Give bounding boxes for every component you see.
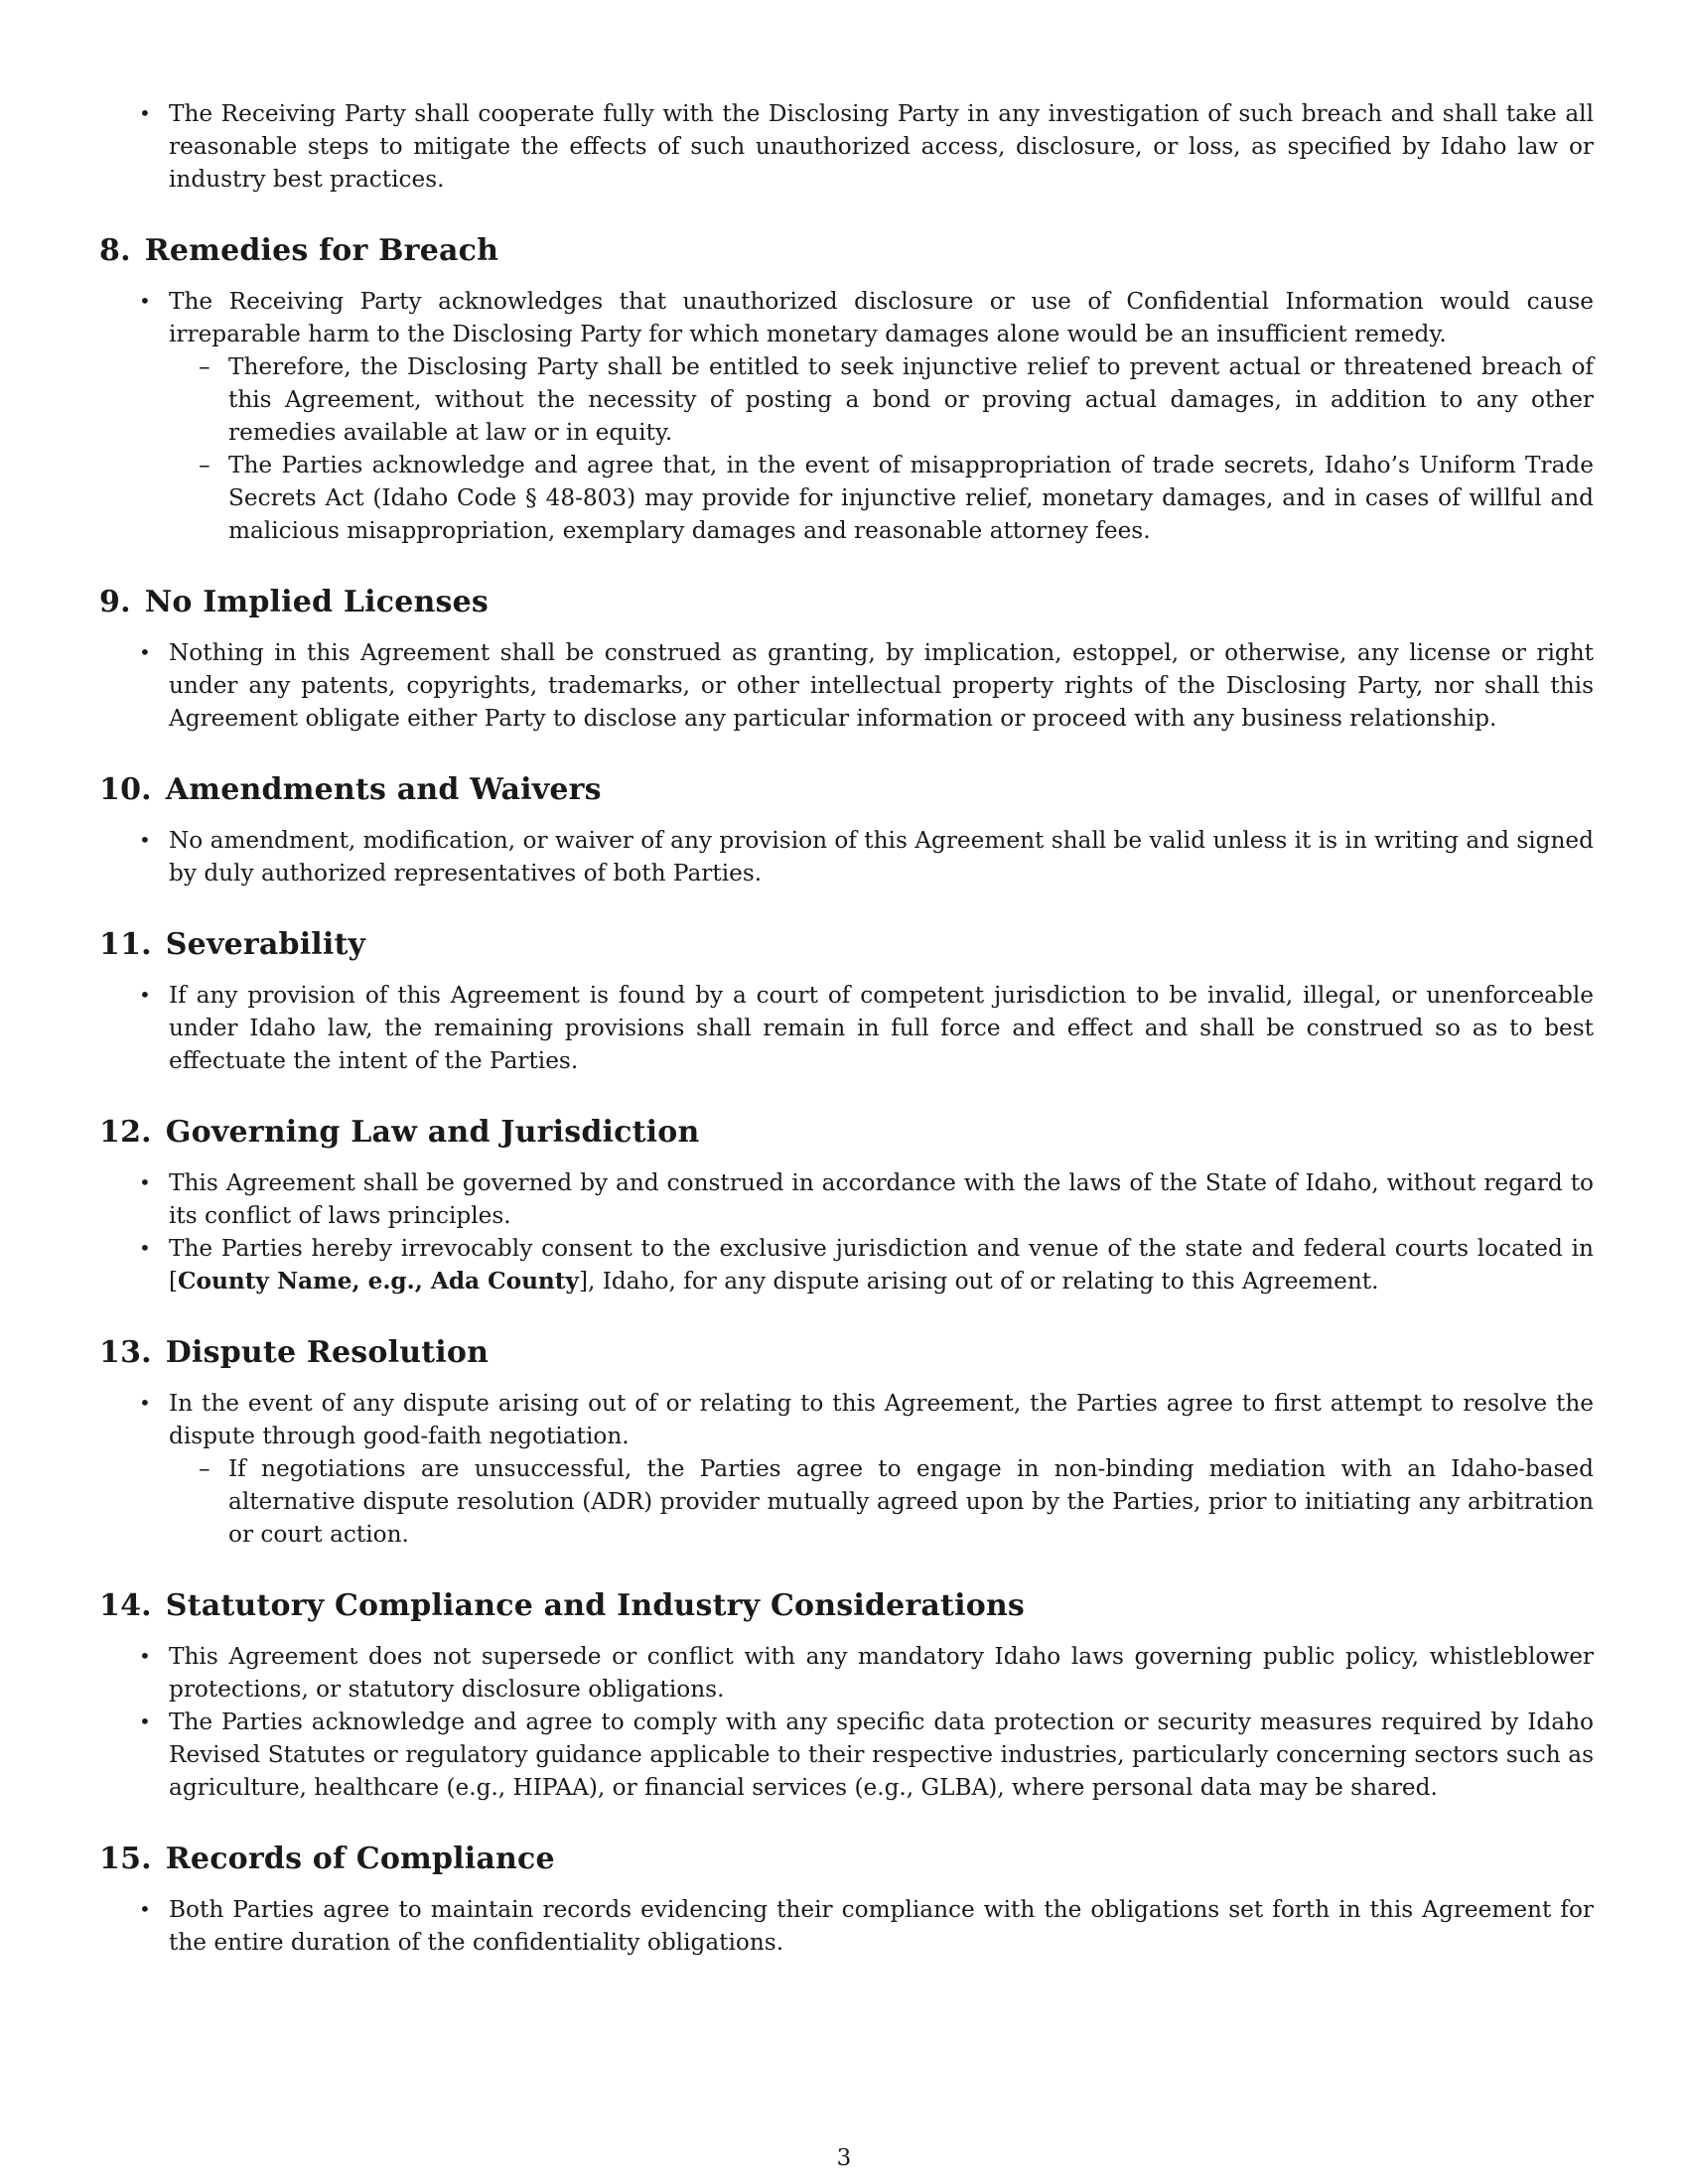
- section-number: 15.: [99, 1842, 152, 1876]
- section-list: [99, 824, 1594, 889]
- bullet-icon: •: [139, 1709, 151, 1733]
- dash-icon: –: [199, 1455, 211, 1482]
- list-item-text: The Receiving Party acknowledges that unauthorized disclosure or use of Confidential Information would cause irreparable harm to the Disclosing Party for which monetary damages alone would be an insufficient remedy.: [169, 288, 1594, 347]
- bullet-icon: •: [139, 1644, 151, 1668]
- section-number: 12.: [99, 1115, 152, 1150]
- bullet-icon: •: [139, 1391, 151, 1415]
- section-list: [99, 1166, 1594, 1297]
- section-title: Governing Law and Jurisdiction: [165, 1115, 700, 1150]
- section-no-implied-licenses: [99, 585, 1594, 735]
- county-placeholder: County Name, e.g., Ada County: [178, 1268, 579, 1295]
- bullet-icon: •: [139, 289, 151, 313]
- bullet-icon: •: [139, 1170, 151, 1194]
- section-records-of-compliance: [99, 1842, 1594, 1959]
- section-title: Records of Compliance: [165, 1842, 555, 1876]
- list-item-text: In the event of any dispute arising out of or relating to this Agreement, the Parties agree to first attempt to resolve the dispute through good-faith negotiation.: [169, 1390, 1594, 1449]
- section-heading: [99, 772, 1594, 808]
- bullet-icon: •: [139, 640, 151, 664]
- bullet-icon: •: [139, 1897, 151, 1921]
- intro-list: [99, 97, 1594, 196]
- list-item-text: The Receiving Party shall cooperate fully with the Disclosing Party in any investigation of such breach and shall take all reasonable steps to mitigate the effects of such unauthorized access, disclosure, or loss, as specified by Idaho law or industry best practices.: [169, 100, 1594, 193]
- section-list: [99, 636, 1594, 735]
- section-heading: [99, 233, 1594, 269]
- section-number: 14.: [99, 1588, 152, 1623]
- list-item: [99, 1640, 1594, 1706]
- section-heading: [99, 1842, 1594, 1877]
- list-item-text: This Agreement shall be governed by and construed in accordance with the laws of the State of Idaho, without regard to its conflict of laws principles.: [169, 1169, 1594, 1229]
- list-item: [99, 285, 1594, 547]
- sub-list-item-text: Therefore, the Disclosing Party shall be entitled to seek injunctive relief to prevent actual or threatened breach of this Agreement, without the necessity of posting a bond or proving actual damages, in addition to any other remedies available at law or in equity.: [228, 353, 1594, 446]
- list-item-text-after: ], Idaho, for any dispute arising out of or relating to this Agreement.: [578, 1268, 1379, 1295]
- section-heading: [99, 1588, 1594, 1624]
- section-title: Remedies for Breach: [144, 233, 499, 268]
- section-title: Statutory Compliance and Industry Considerations: [165, 1588, 1026, 1623]
- list-item-text: If any provision of this Agreement is found by a court of competent jurisdiction to be invalid, illegal, or unenforceable under Idaho law, the remaining provisions shall remain in full force and effect and shall be construed so as to best effectuate the intent of the Parties.: [169, 982, 1594, 1074]
- section-list: [99, 285, 1594, 547]
- section-heading: [99, 585, 1594, 620]
- sub-list: [169, 1452, 1594, 1551]
- list-item-text: No amendment, modification, or waiver of any provision of this Agreement shall be valid unless it is in writing and signed by duly authorized representatives of both Parties.: [169, 827, 1594, 887]
- list-item: [99, 97, 1594, 196]
- list-item: [99, 1232, 1594, 1297]
- section-amendments-and-waivers: [99, 772, 1594, 889]
- section-list: [99, 1387, 1594, 1551]
- list-item-text: Nothing in this Agreement shall be construed as granting, by implication, estoppel, or otherwise, any license or right under any patents, copyrights, trademarks, or other intellectual property rights of the Disclosing Party, nor shall this Agreement obligate either Party to disclose any particular information or proceed with any business relationship.: [169, 639, 1594, 732]
- list-item-text: This Agreement does not supersede or conflict with any mandatory Idaho laws governing public policy, whistleblower protections, or statutory disclosure obligations.: [169, 1643, 1594, 1703]
- bullet-icon: •: [139, 983, 151, 1007]
- section-number: 9.: [99, 585, 131, 619]
- list-item: [99, 979, 1594, 1077]
- dash-icon: –: [199, 452, 211, 478]
- dash-icon: –: [199, 353, 211, 380]
- bullet-icon: •: [139, 101, 151, 125]
- section-severability: [99, 927, 1594, 1077]
- section-title: No Implied Licenses: [144, 585, 489, 619]
- sub-list-item-text: The Parties acknowledge and agree that, in the event of misappropriation of trade secrets, Idaho’s Uniform Trade Secrets Act (Idaho Code § 48-803) may provide for injunctive relief, monetary damages, and in cases of willful and malicious misappropriation, exemplary damages and reasonable attorney fees.: [228, 452, 1594, 544]
- section-remedies-for-breach: [99, 233, 1594, 547]
- section-number: 11.: [99, 927, 152, 962]
- list-item: [99, 1387, 1594, 1551]
- section-heading: [99, 927, 1594, 963]
- bullet-icon: •: [139, 828, 151, 852]
- list-item: [99, 636, 1594, 735]
- sub-list-item: [169, 350, 1594, 449]
- section-list: [99, 1640, 1594, 1804]
- section-heading: [99, 1115, 1594, 1151]
- section-statutory-compliance: [99, 1588, 1594, 1804]
- section-heading: [99, 1335, 1594, 1371]
- section-number: 13.: [99, 1335, 152, 1370]
- section-list: [99, 979, 1594, 1077]
- sub-list-item: [169, 449, 1594, 547]
- section-number: 8.: [99, 233, 131, 268]
- sub-list-item-text: If negotiations are unsuccessful, the Parties agree to engage in non-binding mediation with an Idaho-based alternative dispute resolution (ADR) provider mutually agreed upon by the Parties, prior to initiating any arbitration or court action.: [228, 1455, 1594, 1548]
- page-number: 3: [836, 2145, 852, 2171]
- list-item-text-before: The Parties hereby irrevocably consent to the exclusive jurisdiction and venue of the state and federal courts located in [: [169, 1235, 1594, 1295]
- section-list: [99, 1893, 1594, 1959]
- document-content: [99, 97, 1594, 1959]
- list-item: [99, 1706, 1594, 1804]
- section-number: 10.: [99, 772, 152, 807]
- list-item: [99, 1166, 1594, 1232]
- section-dispute-resolution: [99, 1335, 1594, 1551]
- section-title: Dispute Resolution: [165, 1335, 490, 1370]
- section-title: Severability: [165, 927, 366, 962]
- list-item: [99, 824, 1594, 889]
- sub-list: [169, 350, 1594, 547]
- list-item: [99, 1893, 1594, 1959]
- section-title: Amendments and Waivers: [165, 772, 602, 807]
- bullet-icon: •: [139, 1236, 151, 1260]
- list-item-text: The Parties acknowledge and agree to comply with any specific data protection or security measures required by Idaho Revised Statutes or regulatory guidance applicable to their respective industries, particularly concerning sectors such as agriculture, healthcare (e.g., HIPAA), or financial services (e.g., GLBA), where personal data may be shared.: [169, 1708, 1594, 1801]
- sub-list-item: [169, 1452, 1594, 1551]
- section-governing-law: [99, 1115, 1594, 1297]
- list-item-text: Both Parties agree to maintain records evidencing their compliance with the obligations set forth in this Agreement for the entire duration of the confidentiality obligations.: [169, 1896, 1594, 1956]
